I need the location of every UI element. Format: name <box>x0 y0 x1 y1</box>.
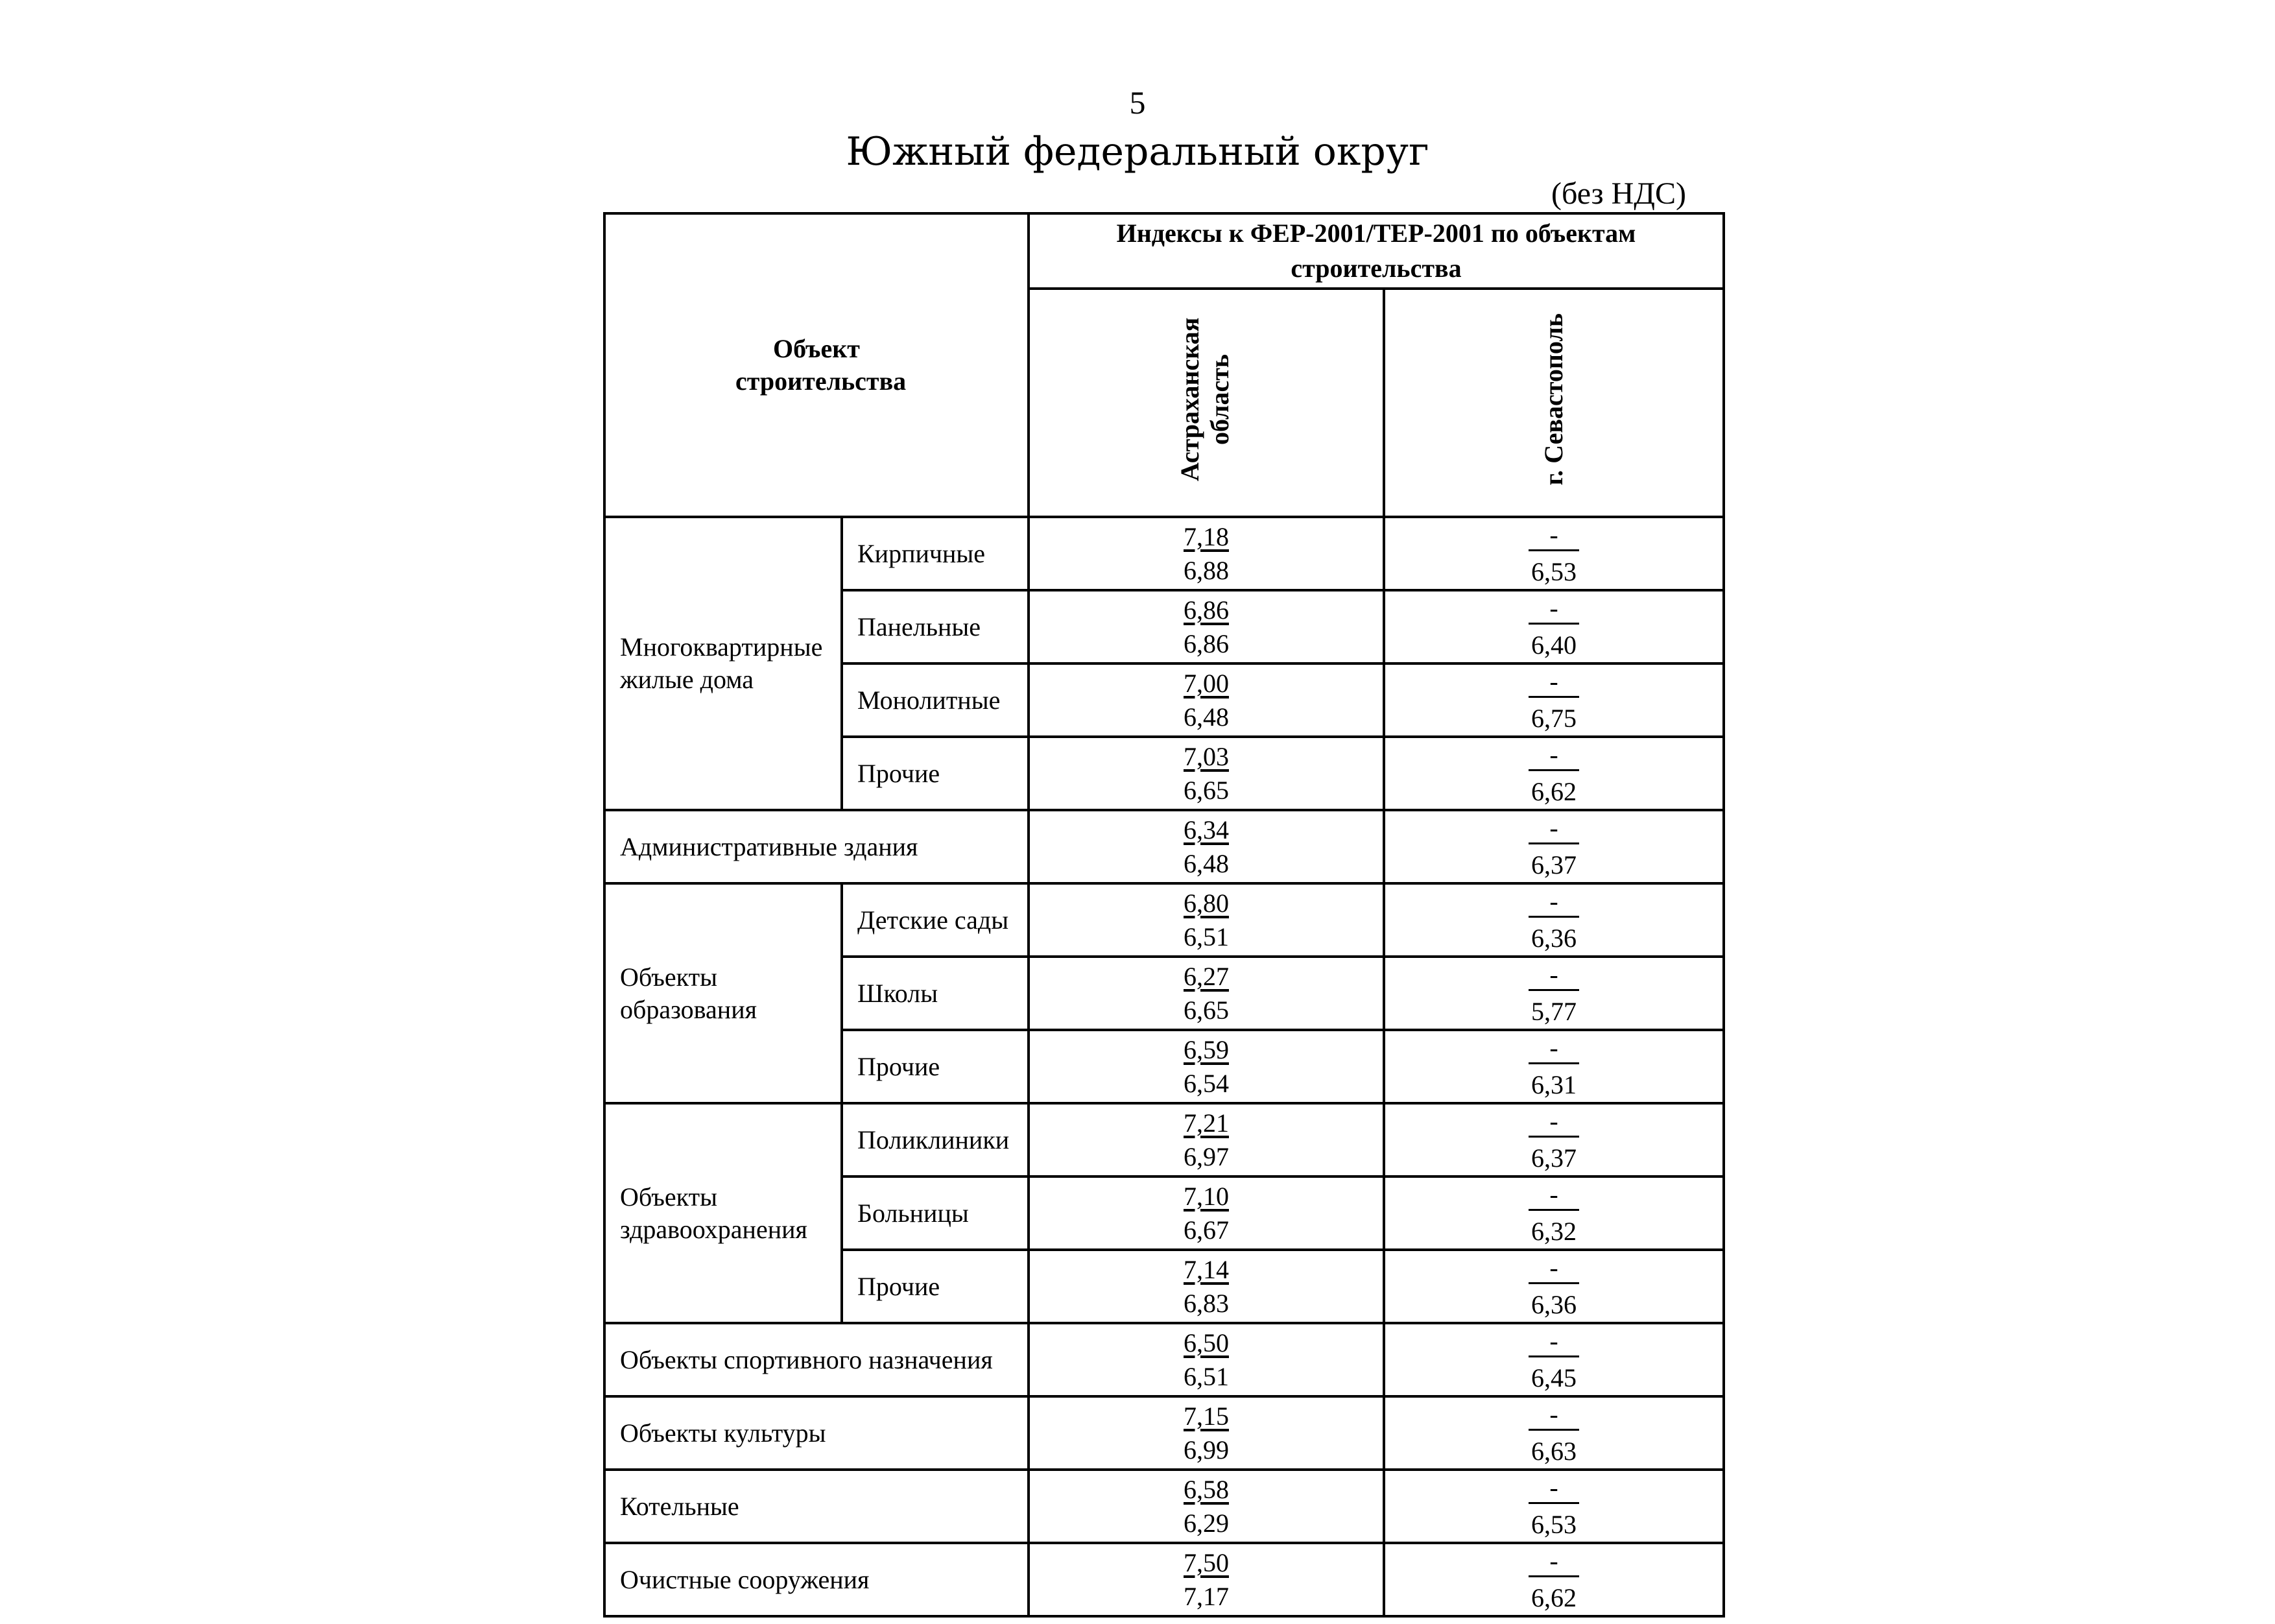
header-region-astrakhan <box>1029 289 1384 517</box>
value-sevastopol <box>1384 1323 1724 1396</box>
row-label: Объекты спортивного назначения <box>604 1323 1029 1396</box>
value-bottom: 6,99 <box>1184 1435 1229 1464</box>
region-label-sevastopol: г. Севастополь <box>1539 313 1568 486</box>
value-bottom: 6,65 <box>1184 775 1229 805</box>
value-bottom: 6,51 <box>1184 922 1229 951</box>
value-top: 6,58 <box>1184 1474 1229 1504</box>
header-object-label: Объект строительства <box>735 334 907 396</box>
value-top: 7,50 <box>1184 1547 1229 1577</box>
value-sevastopol <box>1384 1396 1724 1470</box>
value-sevastopol <box>1384 737 1724 810</box>
value-bottom: 6,36 <box>1531 1290 1577 1319</box>
value-top: 7,18 <box>1184 521 1229 551</box>
value-sevastopol <box>1384 1543 1724 1616</box>
value-bottom: 6,37 <box>1531 850 1577 879</box>
value-astrakhan <box>1029 590 1384 663</box>
row-label: Очистные сооружения <box>604 1543 1029 1616</box>
value-top: - <box>1529 1474 1579 1504</box>
value-top: 7,15 <box>1184 1401 1229 1431</box>
value-bottom: 6,62 <box>1531 777 1577 806</box>
value-sevastopol <box>1384 590 1724 663</box>
value-astrakhan <box>1029 1176 1384 1250</box>
vat-note: (без НДС) <box>1551 176 1686 211</box>
value-top: 6,86 <box>1184 595 1229 625</box>
value-bottom: 6,53 <box>1531 557 1577 586</box>
value-top: 7,14 <box>1184 1254 1229 1284</box>
row-label: Детские сады <box>842 883 1029 957</box>
value-bottom: 6,54 <box>1184 1068 1229 1098</box>
value-bottom: 6,45 <box>1531 1363 1577 1392</box>
value-astrakhan <box>1029 1250 1384 1323</box>
value-astrakhan <box>1029 1103 1384 1176</box>
group-label-apartment: Многоквартирные жилые дома <box>604 517 842 810</box>
value-sevastopol <box>1384 957 1724 1030</box>
row-label: Кирпичные <box>842 517 1029 590</box>
value-top: - <box>1529 741 1579 771</box>
value-bottom: 6,36 <box>1531 924 1577 953</box>
value-top: - <box>1529 961 1579 991</box>
value-bottom: 6,29 <box>1184 1508 1229 1538</box>
group-label-health: Объекты здравоохранения <box>604 1103 842 1323</box>
value-bottom: 6,63 <box>1531 1437 1577 1466</box>
value-top: - <box>1529 1400 1579 1431</box>
value-top: - <box>1529 1034 1579 1064</box>
value-sevastopol <box>1384 1470 1724 1543</box>
value-sevastopol <box>1384 1250 1724 1323</box>
value-bottom: 7,17 <box>1184 1581 1229 1611</box>
value-top: - <box>1529 1107 1579 1138</box>
value-top: 7,21 <box>1184 1108 1229 1138</box>
value-bottom: 5,77 <box>1531 997 1577 1026</box>
value-top: 6,50 <box>1184 1328 1229 1357</box>
row-label: Поликлиники <box>842 1103 1029 1176</box>
row-label: Монолитные <box>842 663 1029 737</box>
table-row <box>604 1543 1724 1616</box>
value-astrakhan <box>1029 810 1384 883</box>
value-bottom: 6,48 <box>1184 848 1229 878</box>
value-bottom: 6,40 <box>1531 630 1577 660</box>
row-label: Административные здания <box>604 810 1029 883</box>
value-sevastopol <box>1384 810 1724 883</box>
row-label: Прочие <box>842 1030 1029 1103</box>
value-top: 6,27 <box>1184 961 1229 991</box>
value-astrakhan <box>1029 737 1384 810</box>
value-bottom: 6,83 <box>1184 1288 1229 1318</box>
value-bottom: 6,62 <box>1531 1583 1577 1612</box>
page-number: 5 <box>1129 84 1146 121</box>
value-top: - <box>1529 1547 1579 1577</box>
row-label: Больницы <box>842 1176 1029 1250</box>
value-top: 6,80 <box>1184 888 1229 918</box>
value-top: - <box>1529 667 1579 698</box>
value-top: - <box>1529 1254 1579 1284</box>
table-row <box>604 883 1724 957</box>
value-astrakhan <box>1029 1543 1384 1616</box>
value-sevastopol <box>1384 517 1724 590</box>
value-astrakhan <box>1029 1030 1384 1103</box>
value-top: - <box>1529 814 1579 844</box>
table-row <box>604 1470 1724 1543</box>
value-bottom: 6,86 <box>1184 628 1229 658</box>
value-bottom: 6,75 <box>1531 704 1577 733</box>
value-top: 7,10 <box>1184 1181 1229 1211</box>
header-indices: Индексы к ФЕР-2001/ТЕР-2001 по объектам строительства <box>1029 213 1724 289</box>
row-label: Школы <box>842 957 1029 1030</box>
value-astrakhan <box>1029 883 1384 957</box>
value-bottom: 6,37 <box>1531 1143 1577 1173</box>
indices-table <box>603 212 1725 1618</box>
value-bottom: 6,88 <box>1184 555 1229 585</box>
row-label: Панельные <box>842 590 1029 663</box>
value-astrakhan <box>1029 517 1384 590</box>
value-top: 6,59 <box>1184 1034 1229 1064</box>
value-bottom: 6,97 <box>1184 1141 1229 1171</box>
value-bottom: 6,53 <box>1531 1510 1577 1539</box>
value-top: 7,03 <box>1184 741 1229 771</box>
table-row <box>604 1323 1724 1396</box>
value-top: - <box>1529 1180 1579 1211</box>
value-bottom: 6,51 <box>1184 1361 1229 1391</box>
value-top: - <box>1529 1327 1579 1357</box>
row-label: Прочие <box>842 1250 1029 1323</box>
value-astrakhan <box>1029 957 1384 1030</box>
header-object <box>604 213 1029 517</box>
value-bottom: 6,65 <box>1184 995 1229 1025</box>
value-bottom: 6,67 <box>1184 1215 1229 1245</box>
value-astrakhan <box>1029 1323 1384 1396</box>
row-label: Объекты культуры <box>604 1396 1029 1470</box>
page-title: Южный федеральный округ <box>846 129 1429 174</box>
table-row <box>604 1396 1724 1470</box>
value-sevastopol <box>1384 883 1724 957</box>
table-row <box>604 517 1724 590</box>
value-bottom: 6,32 <box>1531 1217 1577 1246</box>
group-label-education: Объекты образования <box>604 883 842 1103</box>
header-region-sevastopol <box>1384 289 1724 517</box>
table-row <box>604 1103 1724 1176</box>
value-top: - <box>1529 594 1579 625</box>
value-astrakhan <box>1029 663 1384 737</box>
region-label-astrakhan: Астраханская область <box>1175 317 1234 482</box>
value-sevastopol <box>1384 1103 1724 1176</box>
value-bottom: 6,31 <box>1531 1070 1577 1099</box>
row-label: Котельные <box>604 1470 1029 1543</box>
value-sevastopol <box>1384 663 1724 737</box>
value-top: 6,34 <box>1184 815 1229 844</box>
value-top: - <box>1529 521 1579 551</box>
value-top: - <box>1529 887 1579 918</box>
value-astrakhan <box>1029 1470 1384 1543</box>
value-bottom: 6,48 <box>1184 702 1229 732</box>
value-sevastopol <box>1384 1176 1724 1250</box>
value-astrakhan <box>1029 1396 1384 1470</box>
value-top: 7,00 <box>1184 668 1229 698</box>
value-sevastopol <box>1384 1030 1724 1103</box>
table-row <box>604 810 1724 883</box>
row-label: Прочие <box>842 737 1029 810</box>
